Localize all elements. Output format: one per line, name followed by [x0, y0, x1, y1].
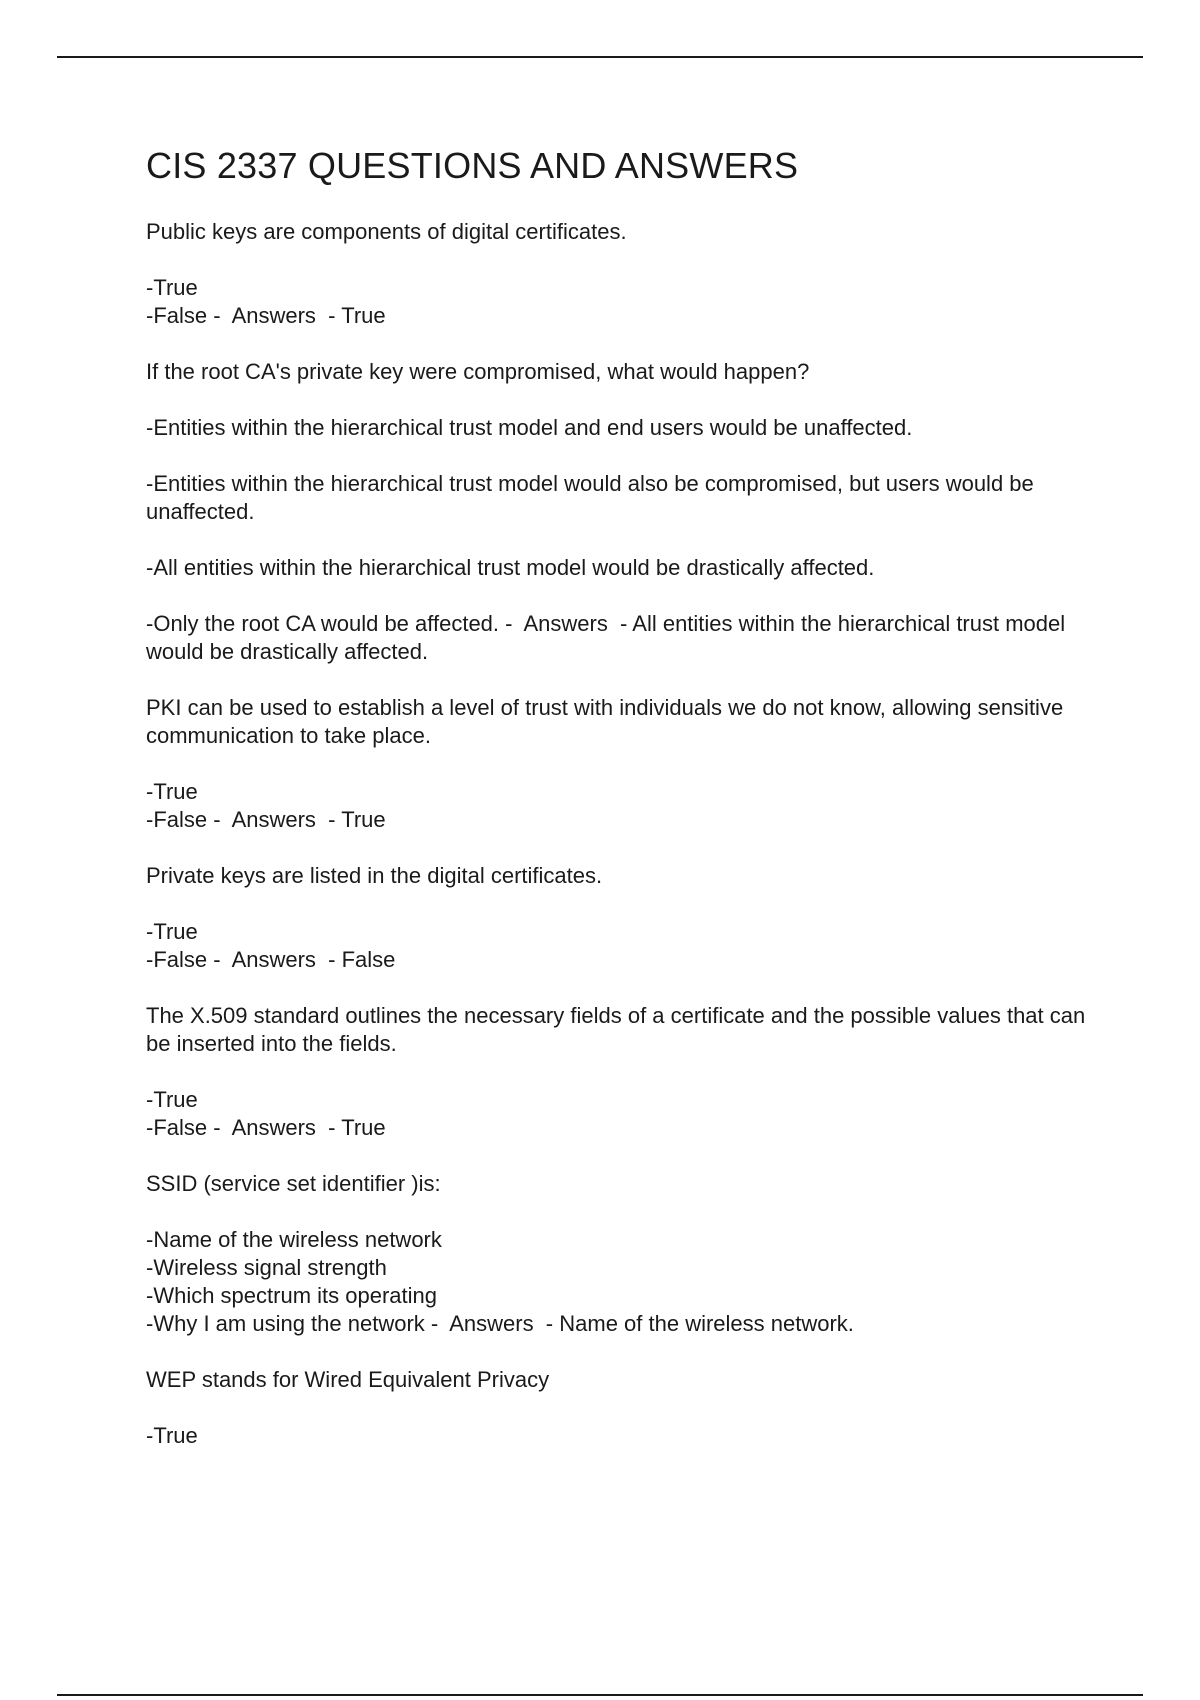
document-body	[146, 140, 1106, 1478]
answer-options-4: -True -False - Answers - False	[146, 919, 396, 972]
answer-options-6: -Name of the wireless network -Wireless signal strength -Which spectrum its operating -Why I am using the network - Answers - Name of the wireless network.	[146, 1227, 854, 1336]
question-6: SSID (service set identifier )is:	[146, 1171, 441, 1196]
document-title: CIS 2337 QUESTIONS AND ANSWERS	[146, 145, 799, 186]
question-7: WEP stands for Wired Equivalent Privacy	[146, 1367, 550, 1392]
question-5: The X.509 standard outlines the necessary fields of a certificate and the possible values that can be inserted into the fields.	[146, 1003, 1092, 1056]
answer-options-3: -True -False - Answers - True	[146, 779, 386, 832]
question-4: Private keys are listed in the digital certificates.	[146, 863, 603, 888]
question-1: Public keys are components of digital certificates.	[146, 219, 627, 244]
option-2b: -Entities within the hierarchical trust model would also be compromised, but users would be unaffected.	[146, 471, 1040, 524]
option-2a: -Entities within the hierarchical trust model and end users would be unaffected.	[146, 415, 913, 440]
bottom-rule	[57, 1694, 1143, 1696]
option-2c: -All entities within the hierarchical trust model would be drastically affected.	[146, 555, 875, 580]
option-2d-answer: -Only the root CA would be affected. - Answers - All entities within the hierarchical trust model would be drastically affected.	[146, 611, 1072, 664]
answer-options-7: -True	[146, 1423, 198, 1448]
top-rule	[57, 56, 1143, 58]
question-3: PKI can be used to establish a level of trust with individuals we do not know, allowing sensitive communication to take place.	[146, 695, 1070, 748]
answer-options-1: -True -False - Answers - True	[146, 275, 386, 328]
question-2: If the root CA's private key were compromised, what would happen?	[146, 359, 810, 384]
answer-options-5: -True -False - Answers - True	[146, 1087, 386, 1140]
